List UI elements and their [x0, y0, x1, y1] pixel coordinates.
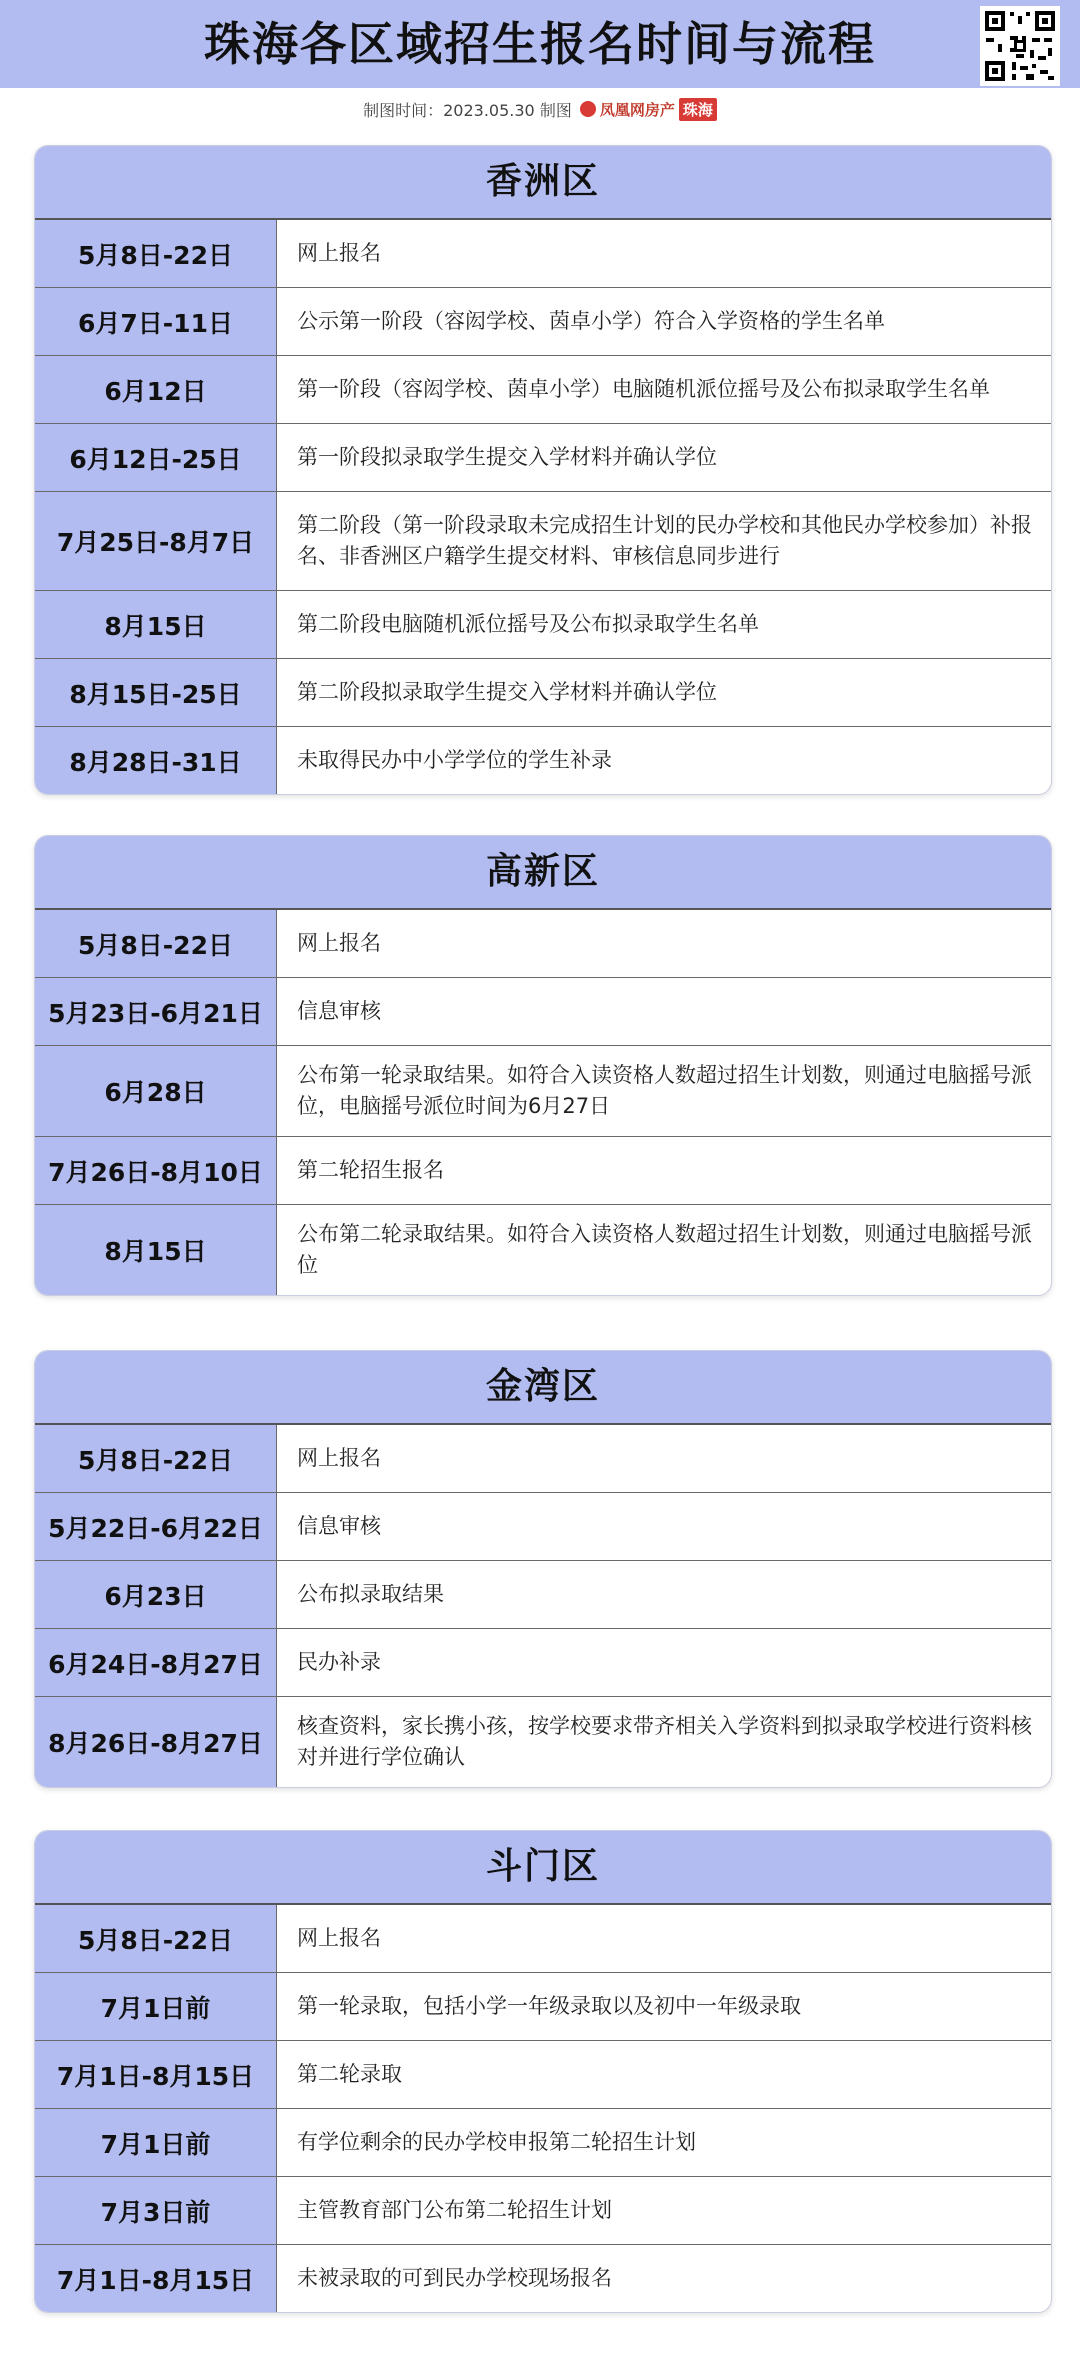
row-desc: 信息审核: [297, 999, 381, 1023]
row-date: 7月1日-8月15日: [35, 2041, 277, 2108]
table-row: [35, 2108, 1051, 2176]
qr-code-icon: [980, 6, 1060, 86]
row-date: 7月1日-8月15日: [35, 2245, 277, 2312]
row-date: 7月1日前: [35, 2109, 277, 2176]
row-desc: 网上报名: [297, 931, 381, 955]
row-desc: 网上报名: [297, 1926, 381, 1950]
table-row: [35, 726, 1051, 794]
row-desc: 网上报名: [297, 1446, 381, 1470]
row-date: 8月26日-8月27日: [35, 1697, 277, 1787]
row-desc: 信息审核: [297, 1514, 381, 1538]
table-row: [35, 2040, 1051, 2108]
row-desc: 第二阶段拟录取学生提交入学材料并确认学位: [297, 680, 717, 704]
table-row: [35, 658, 1051, 726]
row-desc: 公布第二轮录取结果。如符合入读资格人数超过招生计划数，则通过电脑摇号派位: [297, 1222, 1032, 1277]
row-date: 5月8日-22日: [35, 1905, 277, 1972]
table-row: [35, 1492, 1051, 1560]
row-desc: 第二阶段电脑随机派位摇号及公布拟录取学生名单: [297, 612, 759, 636]
table-row: [35, 287, 1051, 355]
row-date: 6月12日-25日: [35, 424, 277, 491]
section-gaoxin: [34, 835, 1052, 1296]
row-desc: 核查资料，家长携小孩，按学校要求带齐相关入学资料到拟录取学校进行资料核对并进行学位确认: [297, 1714, 1032, 1769]
table-row: [35, 1905, 1051, 1972]
row-date: 7月26日-8月10日: [35, 1137, 277, 1204]
section-xiangzhou: [34, 145, 1052, 795]
row-date: 6月28日: [35, 1046, 277, 1136]
row-date: 6月24日-8月27日: [35, 1629, 277, 1696]
section-title: 香洲区: [35, 146, 1051, 220]
row-desc: 第一阶段拟录取学生提交入学材料并确认学位: [297, 445, 717, 469]
row-desc: 第一阶段（容闳学校、茵卓小学）电脑随机派位摇号及公布拟录取学生名单: [297, 377, 990, 401]
row-desc: 未取得民办中小学学位的学生补录: [297, 748, 612, 772]
table-row: [35, 1560, 1051, 1628]
table-row: [35, 1425, 1051, 1492]
table-row: [35, 590, 1051, 658]
row-desc: 第一轮录取，包括小学一年级录取以及初中一年级录取: [297, 1994, 801, 2018]
table-row: [35, 1204, 1051, 1295]
row-desc: 第二轮招生报名: [297, 1158, 444, 1182]
brand-name: 凤凰网房产: [599, 100, 675, 119]
table-row: [35, 1045, 1051, 1136]
section-title: 金湾区: [35, 1351, 1051, 1425]
row-date: 8月15日-25日: [35, 659, 277, 726]
row-date: 5月22日-6月22日: [35, 1493, 277, 1560]
table-row: [35, 355, 1051, 423]
row-desc: 未被录取的可到民办学校现场报名: [297, 2266, 612, 2290]
table-row: [35, 2244, 1051, 2312]
table-row: [35, 1972, 1051, 2040]
row-date: 5月23日-6月21日: [35, 978, 277, 1045]
table-row: [35, 910, 1051, 977]
page-title: 珠海各区域招生报名时间与流程: [204, 17, 876, 71]
row-desc: 公示第一阶段（容闳学校、茵卓小学）符合入学资格的学生名单: [297, 309, 885, 333]
row-desc: 公布第一轮录取结果。如符合入读资格人数超过招生计划数，则通过电脑摇号派位，电脑摇号派位时间为6月27日: [297, 1063, 1032, 1118]
table-row: [35, 423, 1051, 491]
table-row: [35, 220, 1051, 287]
row-desc: 第二轮录取: [297, 2062, 402, 2086]
section-doumen: [34, 1830, 1052, 2313]
phoenix-logo-icon: [580, 101, 596, 117]
row-desc: 网上报名: [297, 241, 381, 265]
table-row: [35, 977, 1051, 1045]
section-title: 高新区: [35, 836, 1051, 910]
table-row: [35, 491, 1051, 590]
table-row: [35, 1628, 1051, 1696]
row-date: 6月7日-11日: [35, 288, 277, 355]
row-date: 7月3日前: [35, 2177, 277, 2244]
row-desc: 第二阶段（第一阶段录取未完成招生计划的民办学校和其他民办学校参加）补报名、非香洲区户籍学生提交材料、审核信息同步进行: [297, 513, 1032, 568]
brand-logo: [580, 98, 717, 121]
section-title: 斗门区: [35, 1831, 1051, 1905]
row-date: 5月8日-22日: [35, 910, 277, 977]
section-jinwan: [34, 1350, 1052, 1788]
row-date: 8月15日: [35, 591, 277, 658]
table-row: [35, 1696, 1051, 1787]
row-date: 6月23日: [35, 1561, 277, 1628]
row-date: 7月1日前: [35, 1973, 277, 2040]
brand-city: 珠海: [679, 98, 717, 121]
table-row: [35, 2176, 1051, 2244]
meta-line: [0, 96, 1080, 122]
row-date: 7月25日-8月7日: [35, 492, 277, 590]
header-banner: [0, 0, 1080, 88]
row-desc: 主管教育部门公布第二轮招生计划: [297, 2198, 612, 2222]
row-date: 5月8日-22日: [35, 1425, 277, 1492]
row-desc: 有学位剩余的民办学校申报第二轮招生计划: [297, 2130, 696, 2154]
row-desc: 民办补录: [297, 1650, 381, 1674]
row-date: 5月8日-22日: [35, 220, 277, 287]
row-date: 8月28日-31日: [35, 727, 277, 794]
meta-text: 制图时间：2023.05.30 制图: [363, 100, 572, 120]
table-row: [35, 1136, 1051, 1204]
row-date: 8月15日: [35, 1205, 277, 1295]
row-date: 6月12日: [35, 356, 277, 423]
row-desc: 公布拟录取结果: [297, 1582, 444, 1606]
